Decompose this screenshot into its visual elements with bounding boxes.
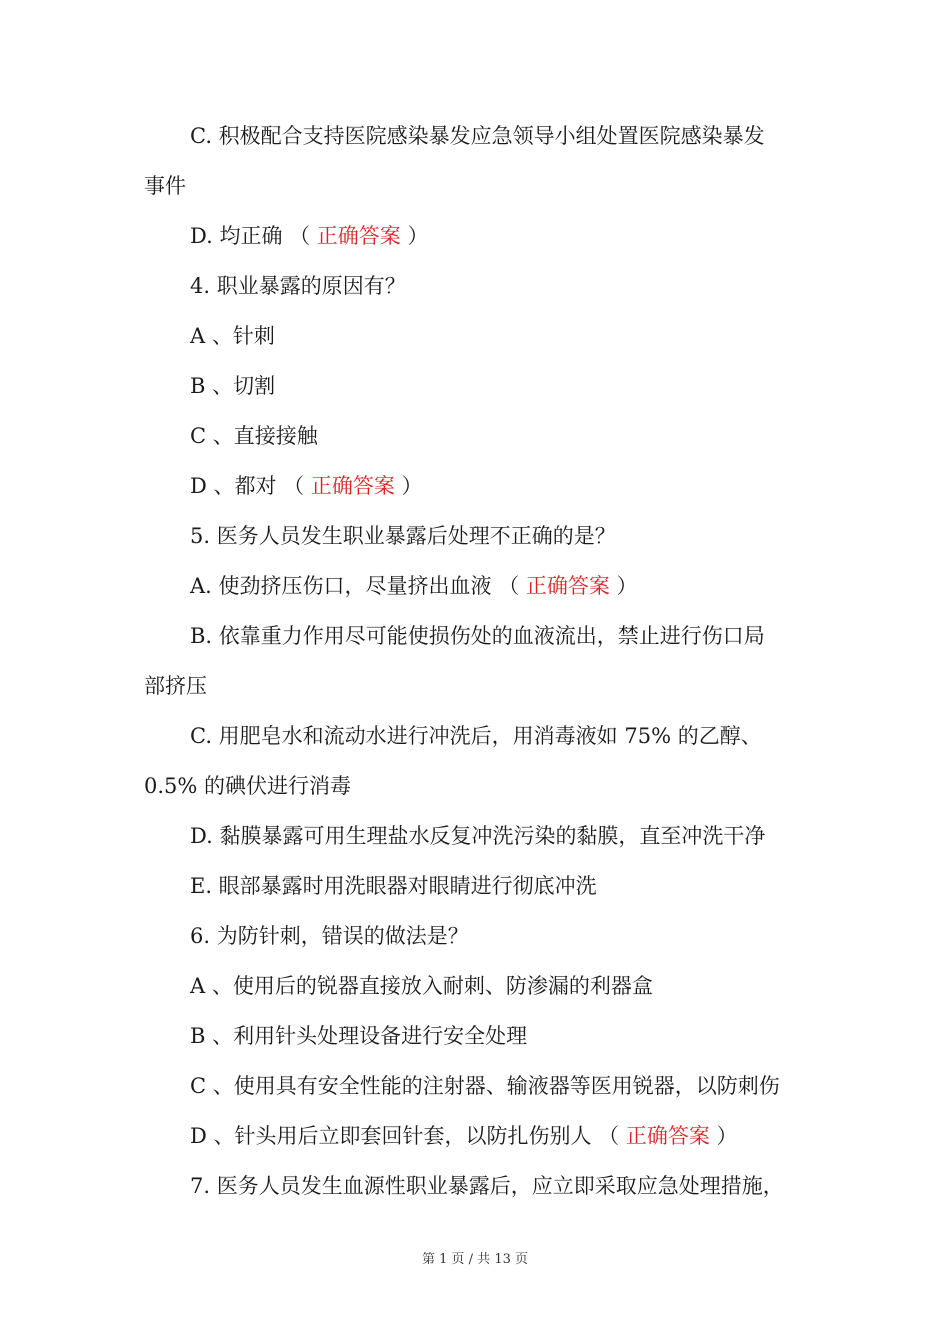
correct-answer-mark: 正确答案 (316, 224, 401, 248)
option-line: D. 黏膜暴露可用生理盐水反复冲洗污染的黏膜，直至冲洗干净 (190, 824, 766, 848)
option-line: C 、直接接触 (190, 424, 318, 448)
option-line: C. 积极配合支持医院感染暴发应急领导小组处置医院感染暴发 (190, 124, 765, 148)
option-line: D. 均正确 （ 正确答案 ） (190, 224, 429, 248)
question-line: 6. 为防针刺，错误的做法是？ (190, 924, 469, 948)
option-line-continuation: 0.5% 的碘伏进行消毒 (144, 774, 352, 798)
correct-answer-mark: 正确答案 (625, 1124, 710, 1148)
option-line: A 、针刺 (190, 324, 275, 348)
option-line: B 、切割 (190, 374, 276, 398)
option-line: A 、使用后的锐器直接放入耐刺、防渗漏的利器盒 (190, 974, 653, 998)
option-line: B 、利用针头处理设备进行安全处理 (190, 1024, 528, 1048)
option-line: C. 用肥皂水和流动水进行冲洗后，用消毒液如 75% 的乙醇、 (190, 724, 762, 748)
option-line: E. 眼部暴露时用洗眼器对眼睛进行彻底冲洗 (190, 874, 597, 898)
option-line-continuation: 部挤压 (144, 674, 207, 698)
correct-answer-mark: 正确答案 (525, 574, 610, 598)
question-line: 7. 医务人员发生血源性职业暴露后，应立即采取应急处理措施， (190, 1174, 784, 1198)
option-line: C 、使用具有安全性能的注射器、输液器等医用锐器，以防刺伤 (190, 1074, 780, 1098)
correct-answer-mark: 正确答案 (310, 474, 395, 498)
question-line: 5. 医务人员发生职业暴露后处理不正确的是？ (190, 524, 616, 548)
option-line: A. 使劲挤压伤口，尽量挤出血液 （ 正确答案 ） (190, 574, 638, 598)
page-footer: 第 1 页 / 共 13 页 (422, 1252, 528, 1267)
option-line: D 、针头用后立即套回针套，以防扎伤别人 （ 正确答案 ） (190, 1124, 738, 1148)
option-line-continuation: 事件 (144, 174, 186, 198)
option-line: B. 依靠重力作用尽可能使损伤处的血液流出，禁止进行伤口局 (190, 624, 765, 648)
question-line: 4. 职业暴露的原因有？ (190, 274, 406, 298)
option-line: D 、都对 （ 正确答案 ） (190, 474, 423, 498)
